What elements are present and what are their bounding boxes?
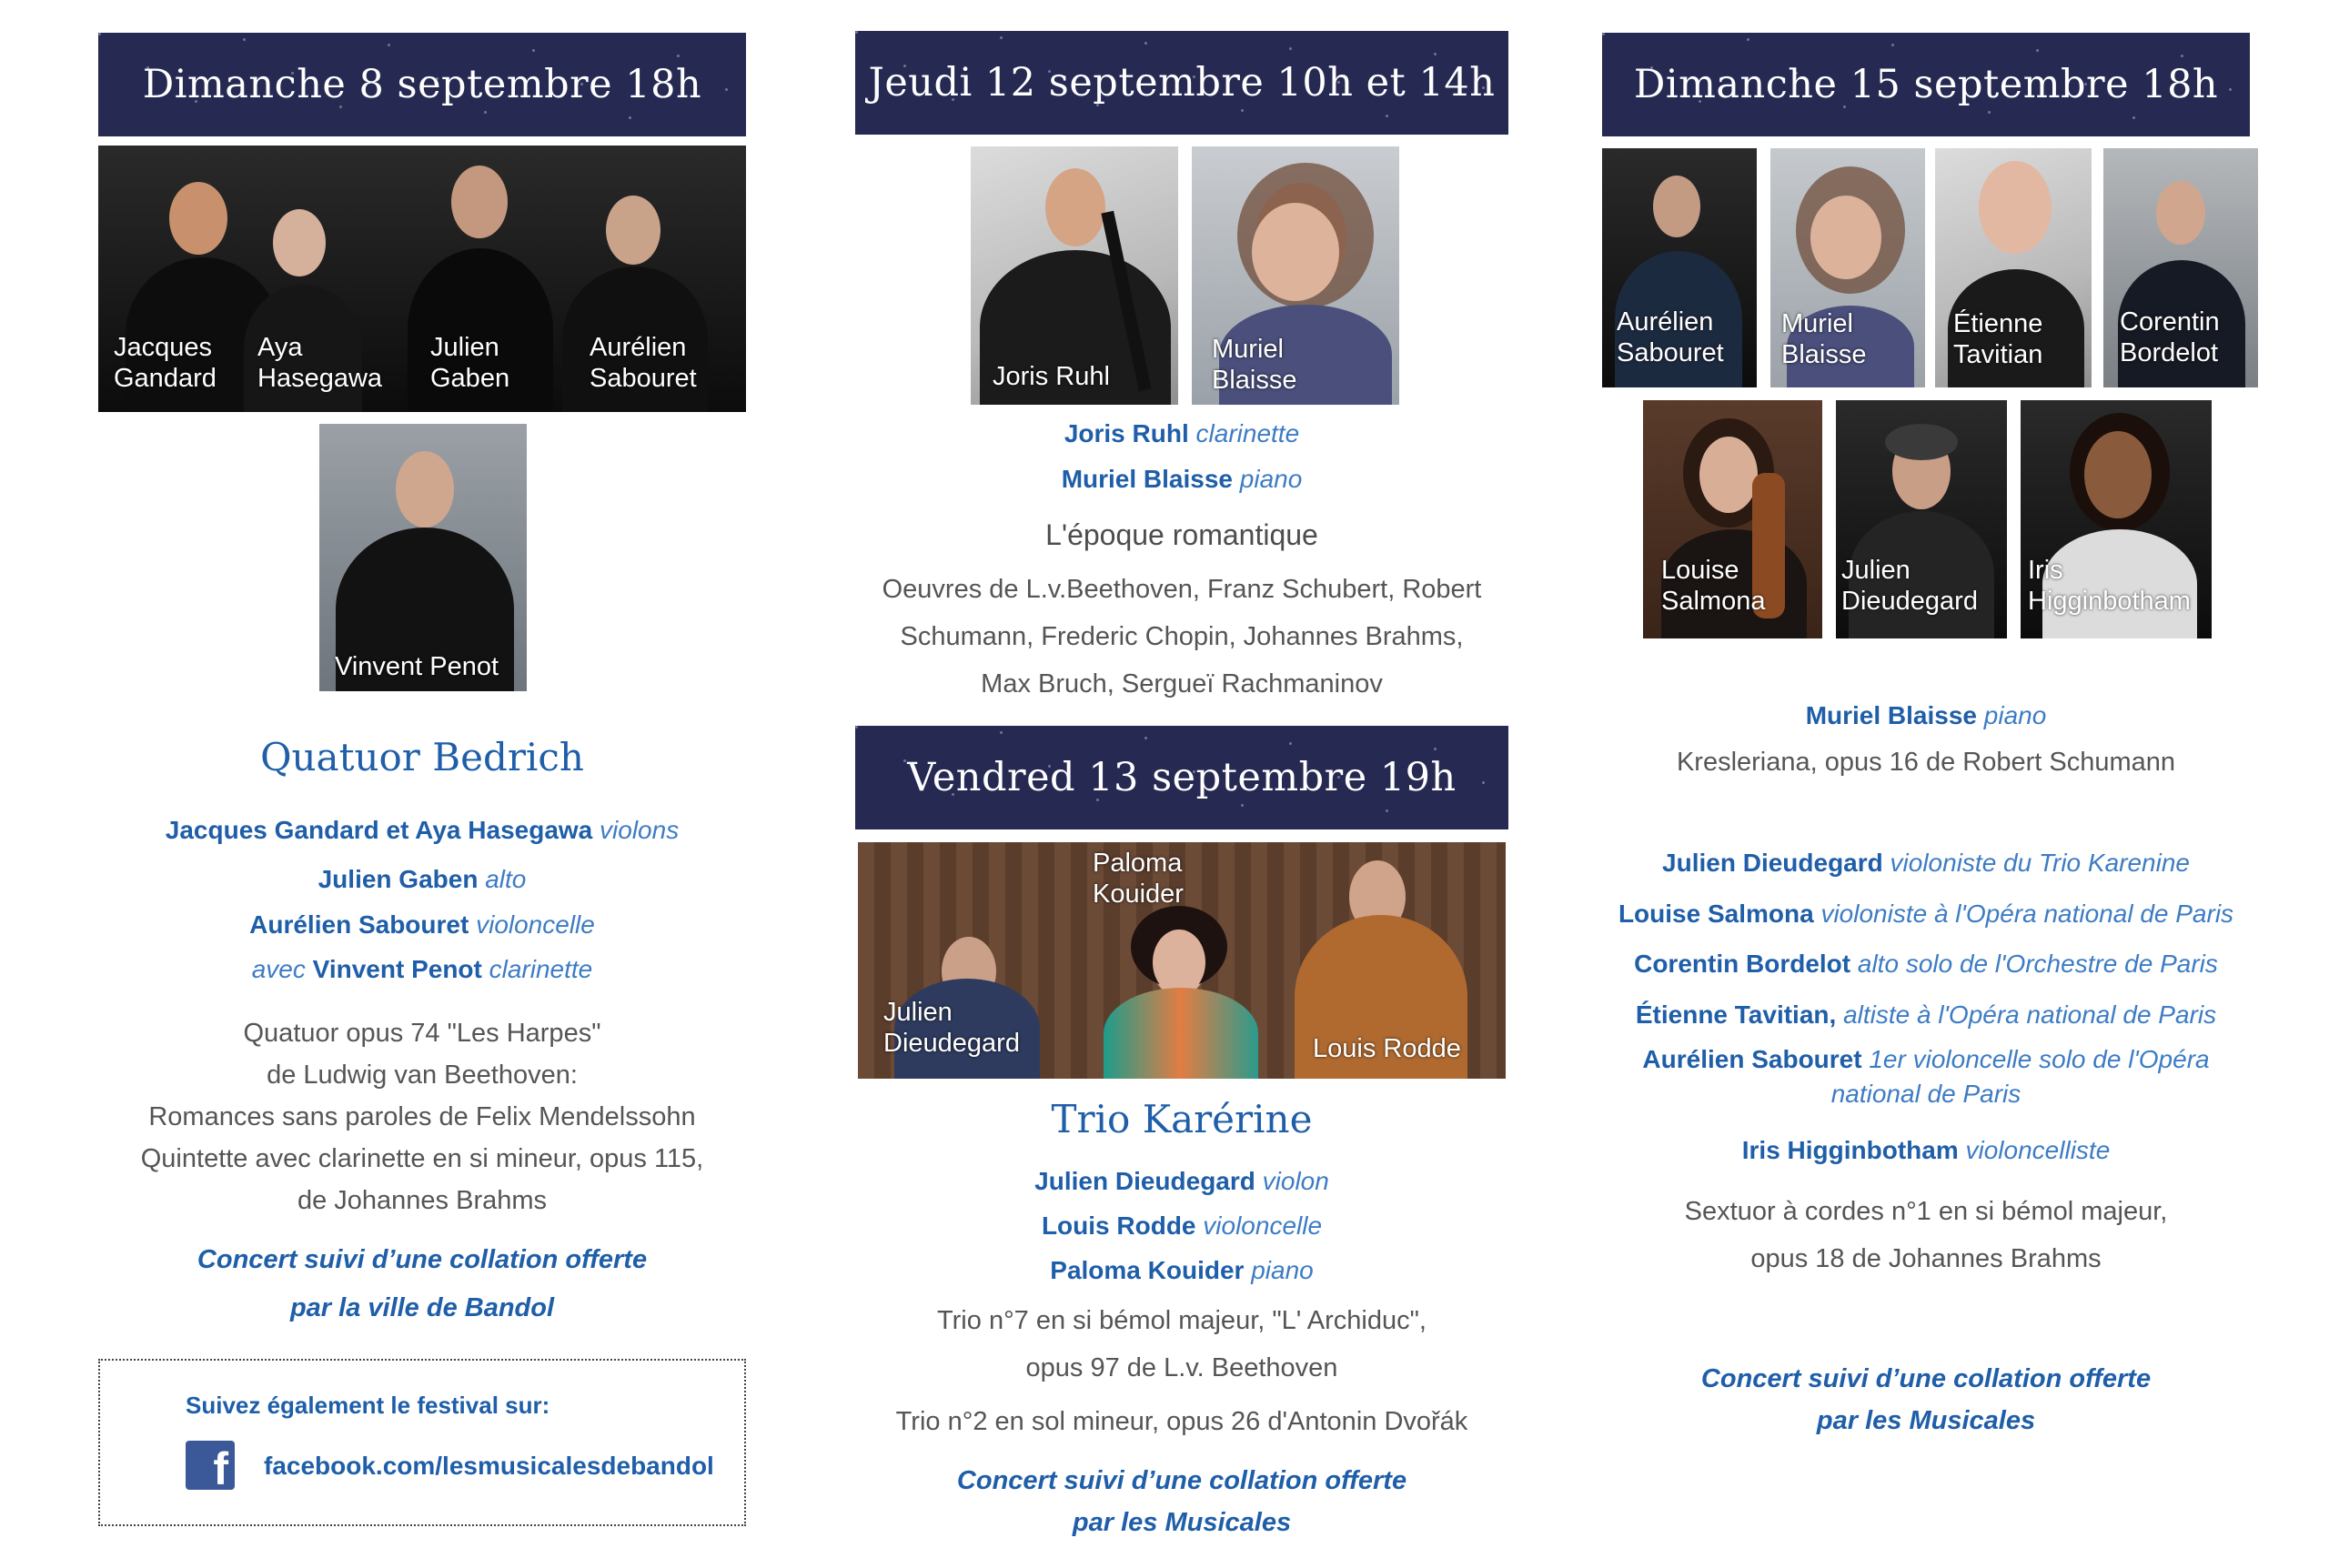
performer-credit: Jacques Gandard et Aya Hasegawa violons	[165, 816, 680, 844]
banner-speckle	[1337, 776, 1340, 779]
performer-credit: Aurélien Sabouret 1er violoncelle solo de l'Opéra national de Paris	[1642, 1045, 2210, 1108]
performer-photo	[1192, 146, 1399, 405]
banner-speckle	[146, 66, 149, 69]
performer-credit: Julien Dieudegard violon	[1034, 1167, 1329, 1195]
banner-speckle	[1434, 748, 1437, 750]
photo-label: Vinvent Penot	[335, 652, 499, 681]
reception-note: par les Musicales	[1816, 1406, 2036, 1435]
photo-label: Jacques Gandard	[114, 333, 217, 393]
program-line: Oeuvres de L.v.Beethoven, Franz Schubert, Robert	[882, 575, 1482, 604]
performer-photo	[1643, 400, 1822, 638]
program-line: Sextuor à cordes n°1 en si bémol majeur,	[1684, 1197, 2168, 1226]
reception-note: Concert suivi d’une collation offerte	[197, 1245, 648, 1274]
program-line: Trio n°2 en sol mineur, opus 26 d'Antonin Dvořák	[895, 1407, 1468, 1436]
performer-credit: Julien Gaben alto	[318, 865, 527, 893]
banner-speckle	[2229, 88, 2232, 91]
banner-speckle	[1048, 70, 1051, 73]
program-line: Max Bruch, Sergueï Rachmaninov	[981, 669, 1383, 699]
date-banner: Dimanche 8 septembre 18h	[98, 33, 746, 136]
quartet-photo	[98, 146, 746, 412]
banner-speckle	[291, 72, 294, 75]
program-line: Schumann, Frederic Chopin, Johannes Brahms,	[900, 622, 1464, 651]
banner-speckle	[484, 111, 487, 114]
photo-label: Muriel Blaisse	[1781, 309, 1867, 369]
banner-speckle	[1289, 742, 1292, 745]
banner-speckle	[1650, 66, 1653, 69]
banner-speckle	[1386, 809, 1388, 812]
banner-speckle	[1241, 804, 1244, 807]
performer-credit: Muriel Blaisse piano	[1805, 701, 2047, 729]
social-follow-box	[98, 1359, 746, 1526]
banner-speckle	[1747, 38, 1749, 41]
banner-speckle	[952, 793, 954, 796]
banner-speckle	[1193, 770, 1195, 773]
program-line: Quintette avec clarinette en si mineur, opus 115,	[140, 1144, 704, 1173]
program-line: Kresleriana, opus 16 de Robert Schumann	[1676, 748, 2176, 777]
banner-speckle	[339, 106, 342, 108]
program-subtitle: L'époque romantique	[1045, 518, 1318, 551]
photo-label: Corentin Bordelot	[2120, 307, 2220, 367]
date-banner: Vendred 13 septembre 19h	[855, 726, 1508, 829]
photo-label: Julien Dieudegard	[883, 998, 1020, 1058]
program-line: opus 18 de Johannes Brahms	[1750, 1244, 2102, 1273]
performer-photo	[2021, 400, 2212, 638]
program-line: Trio n°7 en si bémol majeur, "L' Archiduc",	[937, 1306, 1427, 1335]
date-banner: Jeudi 12 septembre 10h et 14h	[855, 31, 1508, 135]
photo-label: Aurélien Sabouret	[590, 333, 697, 393]
reception-note: par les Musicales	[1072, 1508, 1292, 1537]
banner-speckle	[1795, 72, 1798, 75]
photo-label: Aurélien Sabouret	[1617, 307, 1724, 367]
soloist-photo	[319, 424, 527, 691]
banner-speckle	[855, 31, 858, 34]
program-line: Romances sans paroles de Felix Mendelssohn	[148, 1102, 696, 1131]
banner-speckle	[243, 38, 246, 41]
banner-speckle	[98, 33, 101, 35]
banner-speckle	[1891, 44, 1894, 46]
banner-speckle	[1096, 799, 1099, 801]
banner-speckle	[1000, 731, 1003, 734]
performer-credit: Muriel Blaisse piano	[1061, 465, 1303, 493]
photo-label: Muriel Blaisse	[1212, 335, 1297, 395]
performer-photo	[2103, 148, 2258, 387]
photo-label: Julien Gaben	[430, 333, 510, 393]
banner-speckle	[195, 100, 197, 103]
banner-speckle	[1386, 115, 1388, 117]
banner-speckle	[629, 116, 631, 119]
performer-photo	[1935, 148, 2092, 387]
banner-speckle	[1434, 53, 1437, 55]
program-line: de Johannes Brahms	[297, 1186, 548, 1215]
program-line: opus 97 de L.v. Beethoven	[1025, 1353, 1338, 1382]
performer-credit: avec Vinvent Penot clarinette	[251, 955, 593, 983]
performer-credit: Joris Ruhl clarinette	[1064, 419, 1300, 447]
photo-label: Étienne Tavitian	[1953, 309, 2043, 369]
banner-speckle	[1144, 42, 1147, 45]
date-banner: Dimanche 15 septembre 18h	[1602, 33, 2250, 136]
banner-speckle	[677, 55, 680, 57]
banner-speckle	[1843, 106, 1846, 108]
banner-speckle	[1337, 81, 1340, 84]
ensemble-title: Trio Karérine	[1051, 1097, 1313, 1141]
performer-credit: Louis Rodde violoncelle	[1041, 1211, 1323, 1240]
banner-speckle	[1482, 86, 1485, 89]
banner-speckle	[1482, 781, 1485, 784]
banner-speckle	[1988, 111, 1991, 114]
performer-credit: Paloma Kouider piano	[1050, 1256, 1314, 1284]
banner-speckle	[952, 98, 954, 101]
performer-credit: Louise Salmona violoniste à l'Opéra national de Paris	[1618, 900, 2234, 928]
photo-label: Joris Ruhl	[993, 362, 1110, 391]
ensemble-title: Quatuor Bedrich	[260, 735, 584, 779]
banner-speckle	[2036, 49, 2039, 52]
photo-label: Julien Dieudegard	[1841, 556, 1978, 616]
banner-speckle	[1940, 77, 1942, 80]
banner-speckle	[1602, 33, 1605, 35]
banner-speckle	[1289, 47, 1292, 50]
photo-label: Aya Hasegawa	[257, 333, 383, 393]
photo-label: Iris Higginbotham	[2028, 556, 2191, 616]
reception-note: Concert suivi d’une collation offerte	[1700, 1364, 2152, 1393]
banner-speckle	[1000, 36, 1003, 39]
performer-credit: Corentin Bordelot alto solo de l'Orchestre de Paris	[1634, 950, 2218, 978]
performer-credit: Julien Dieudegard violoniste du Trio Karenine	[1662, 849, 2190, 877]
performer-credit: Étienne Tavitian, altiste à l'Opéra national de Paris	[1635, 1000, 2217, 1029]
banner-speckle	[1096, 104, 1099, 106]
banner-speckle	[580, 83, 583, 85]
banner-speckle	[2181, 55, 2183, 57]
banner-speckle	[2084, 83, 2087, 85]
banner-speckle	[1241, 109, 1244, 112]
banner-speckle	[903, 759, 906, 762]
banner-speckle	[1193, 75, 1195, 78]
performer-credit: Iris Higginbotham violoncelliste	[1741, 1136, 2111, 1164]
banner-speckle	[2132, 116, 2135, 119]
photo-label: Paloma Kouider	[1093, 849, 1184, 909]
banner-speckle	[388, 44, 390, 46]
facebook-icon[interactable]: f	[186, 1441, 235, 1490]
photo-label: Louise Salmona	[1661, 556, 1766, 616]
performer-photo	[1602, 148, 1757, 387]
performer-photo	[1836, 400, 2007, 638]
facebook-link[interactable]: facebook.com/lesmusicalesdebandol	[264, 1452, 714, 1480]
banner-speckle	[725, 88, 728, 91]
performer-photo	[1770, 148, 1925, 387]
banner-speckle	[1699, 100, 1701, 103]
trio-photo	[858, 842, 1506, 1079]
performer-photo	[971, 146, 1178, 405]
program-line: Quatuor opus 74 "Les Harpes"	[243, 1019, 601, 1048]
photo-label: Louis Rodde	[1313, 1034, 1461, 1063]
follow-heading: Suivez également le festival sur:	[186, 1392, 550, 1419]
banner-speckle	[1048, 765, 1051, 768]
banner-speckle	[855, 726, 858, 729]
banner-speckle	[1144, 737, 1147, 739]
banner-speckle	[436, 77, 439, 80]
reception-note: par la ville de Bandol	[289, 1293, 555, 1322]
banner-speckle	[532, 49, 535, 52]
reception-note: Concert suivi d’une collation offerte	[956, 1466, 1407, 1495]
banner-speckle	[903, 65, 906, 67]
program-line: de Ludwig van Beethoven:	[267, 1060, 578, 1090]
performer-credit: Aurélien Sabouret violoncelle	[249, 910, 595, 939]
